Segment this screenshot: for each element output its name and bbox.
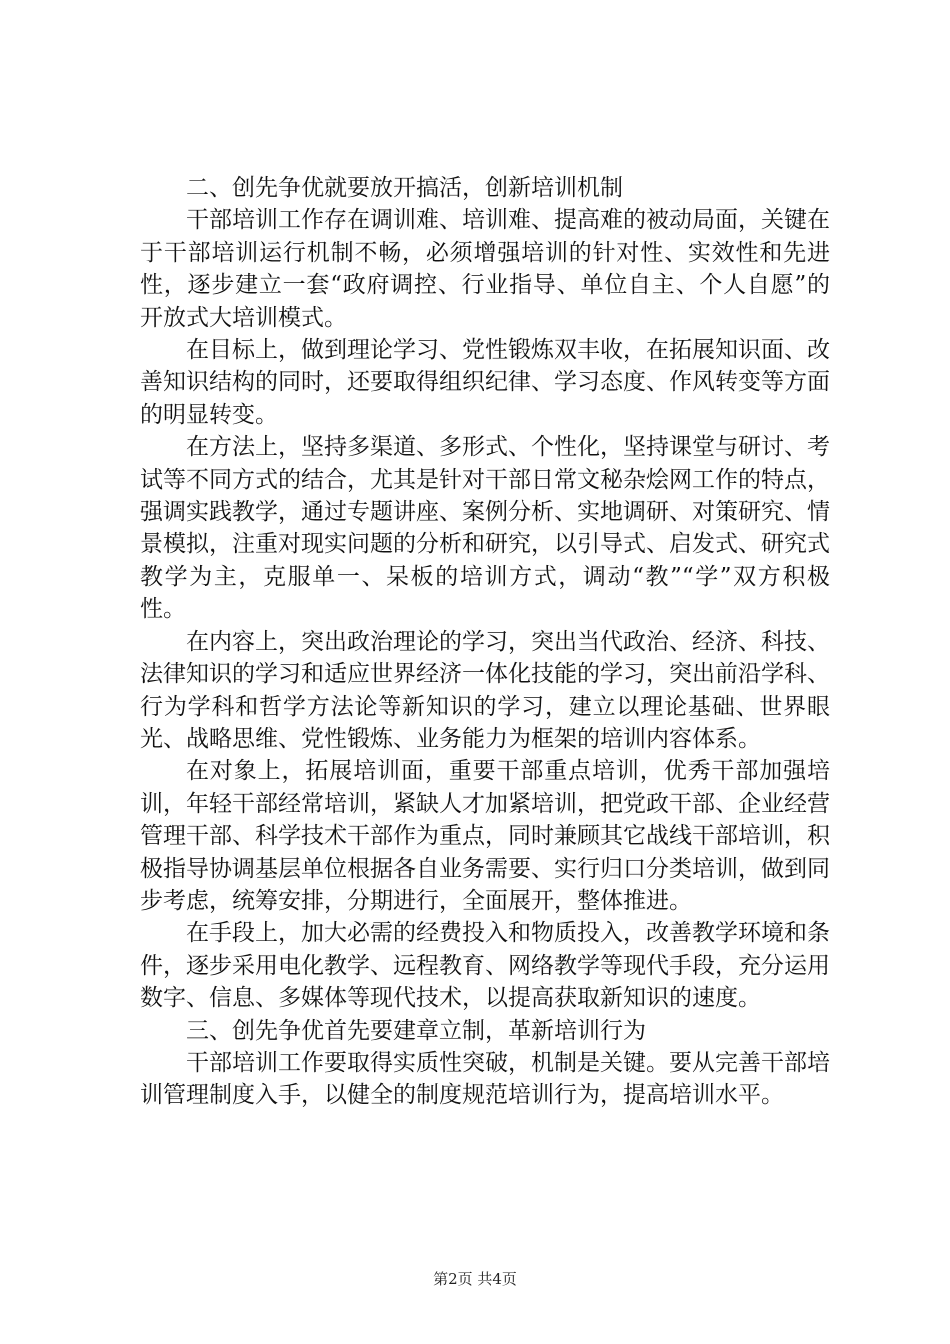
paragraph: 在目标上，做到理论学习、党性锻炼双丰收，在拓展知识面、改善知识结构的同时，还要取得组织纪律、学习态度、作风转变等方面的明显转变。 — [140, 337, 830, 428]
section-heading-3: 三、创先争优首先要建章立制，革新培训行为 — [186, 1017, 646, 1044]
document-body — [140, 172, 830, 1112]
paragraph: 在手段上，加大必需的经费投入和物质投入，改善教学环境和条件，逐步采用电化教学、远程教育、网络教学等现代手段，充分运用数字、信息、多媒体等现代技术，以提高获取新知识的速度。 — [140, 920, 830, 1012]
page-footer: 第2页 共4页 — [433, 1270, 517, 1288]
paragraph: 干部培训工作要取得实质性突破，机制是关键。要从完善干部培训管理制度入手，以健全的制度规范培训行为，提高培训水平。 — [140, 1049, 830, 1109]
paragraph: 在对象上，拓展培训面，重要干部重点培训，优秀干部加强培训，年轻干部经常培训，紧缺人才加紧培训，把党政干部、企业经营管理干部、科学技术干部作为重点，同时兼顾其它战线干部培训，积极指导协调基层单位根据各自业务需要、实行归口分类培训，做到同步考虑，统筹安排，分期进行，全面展开，整体推进。 — [140, 758, 830, 914]
paragraph: 干部培训工作存在调训难、培训难、提高难的被动局面，关键在于干部培训运行机制不畅，必须增强培训的针对性、实效性和先进性，逐步建立一套“政府调控、行业指导、单位自主、个人自愿”的开放式大培训模式。 — [140, 207, 830, 331]
section-heading-2: 二、创先争优就要放开搞活，创新培训机制 — [186, 175, 623, 201]
paragraph: 在方法上，坚持多渠道、多形式、个性化，坚持课堂与研讨、考试等不同方式的结合，尤其是针对干部日常文秘杂烩网工作的特点，强调实践教学，通过专题讲座、案例分析、实地调研、对策研究、情景模拟，注重对现实问题的分析和研究，以引导式、启发式、研究式教学为主，克服单一、呆板的培训方式，调动“教”“学”双方积极性。 — [140, 434, 830, 623]
paragraph: 在内容上，突出政治理论的学习，突出当代政治、经济、科技、法律知识的学习和适应世界经济一体化技能的学习，突出前沿学科、行为学科和哲学方法论等新知识的学习，建立以理论基础、世界眼光、战略思维、党性锻炼、业务能力为框架的培训内容体系。 — [140, 628, 830, 752]
